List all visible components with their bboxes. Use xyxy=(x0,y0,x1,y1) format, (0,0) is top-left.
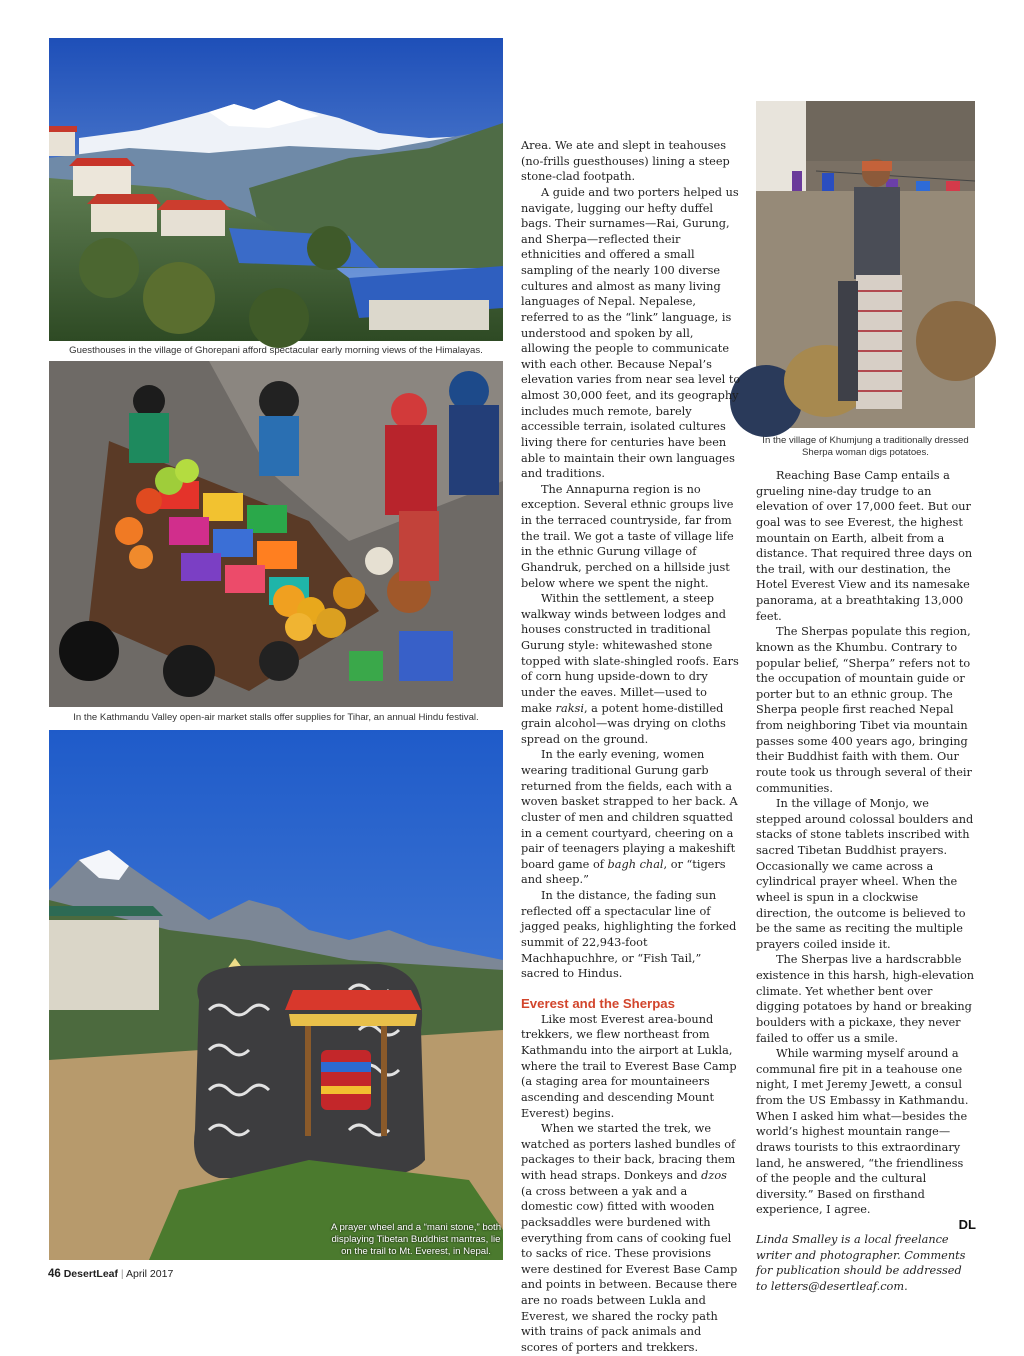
himalaya-guesthouses-photo xyxy=(49,38,503,341)
paragraph: The Sherpas live a hardscrabble existence in this harsh, high-elevation climate. Yet whether bent over digging potatoes by hand or breaking boulders with a pickaxe, they never failed to offer us a smile. xyxy=(756,953,975,1045)
paragraph: In the distance, the fading sun reflected off a spectacular line of jagged peaks, highlighting the forked summit of 22,943-foot Machhapuchhre, or “Fish Tail,” sacred to Hindus. xyxy=(521,889,737,981)
paragraph: In the village of Monjo, we stepped around colossal boulders and stacks of stone tablets inscribed with sacred Tibetan Buddhist prayers. Occasionally we came across a cylindrical prayer wheel. When the wheel is spun in a clockwise direction, the outcome is believed to be the same as reciting the multiple prayers coiled inside it. xyxy=(756,797,974,951)
page-footer xyxy=(48,1268,173,1280)
ghorepani-caption: Guesthouses in the village of Ghorepani afford spectacular early morning views of the Himalayas. xyxy=(69,345,483,356)
prayer-wheel-caption: A prayer wheel and a “mani stone,” both displaying Tibetan Buddhist mantras, lie on the trail to Mt. Everest, in Nepal. xyxy=(330,1222,502,1257)
article-column-1 xyxy=(521,138,741,1356)
footer-separator: | xyxy=(120,1268,124,1280)
italic-term: bagh chal xyxy=(607,857,664,871)
paragraph: Area. We ate and slept in teahouses (no-frills guesthouses) lining a steep stone-clad footpath. xyxy=(521,139,730,184)
text: (a cross between a yak and a domestic cow) fitted with wooden packsaddles were burdened with everything from cans of cooking fuel to sacks of rice. These provisions were destined for Everest Base Camp and points in between. Because there are no roads between Lukla and Everest, we shared the rocky path with trains of pack animals and scores of porters and trekkers. xyxy=(521,1184,738,1354)
text: Within the settlement, a steep walkway winds between lodges and houses constructed in traditional Gurung style: whitewashed stone topped with slate-shingled roofs. Ears of corn hung upside-down to dry under the eaves. Millet—used to make xyxy=(521,592,739,715)
end-mark: DL xyxy=(958,1217,976,1232)
paragraph xyxy=(521,747,741,888)
sherpa-woman-photo xyxy=(756,101,975,428)
magazine-name: DesertLeaf xyxy=(63,1268,118,1280)
paragraph: While warming myself around a communal fire pit in a teahouse one night, I met Jeremy Jewett, a consul from the US Embassy in Kathmandu. When I asked him what—besides the world’s highest mountain range—draws tourists to this extraordinary land, he answered, “the friendliness of the people and the cultural diversity.” Based on firsthand experience, I agree. xyxy=(756,1047,969,1217)
paragraph xyxy=(521,591,741,747)
prayer-wheel-mani-stone-photo xyxy=(49,730,503,1260)
text: , a potent home-distilled grain alcohol—was drying on cloths spread on the ground. xyxy=(521,701,726,746)
open-air-market-photo xyxy=(49,361,503,707)
paragraph: A guide and two porters helped us navigate, lugging our hefty duffel bags. Their surnames—Rai, Gurung, and Sherpa—reflected their ethnicities and offered a small sampling of the nearly 100 diverse cultures and almost as many living languages of Nepal. Nepalese, referred to as the “link” language, is understood and spoken by all, allowing the people to communicate with each other. Because Nepal’s elevation varies from near sea level to almost 30,000 feet, and its geography includes much remote, barely accessible terrain, isolated cultures living there for centuries have been able to maintain their own languages and traditions. xyxy=(521,185,741,481)
italic-term: dzos xyxy=(701,1169,727,1182)
text: In the early evening, women wearing traditional Gurung garb returned from the fields, each with a woven basket strapped to her back. A cluster of men and children squatted in a cement courtyard, cheering on a pair of teenagers playing a makeshift board game of xyxy=(521,748,738,871)
paragraph: Like most Everest area-bound trekkers, we flew northeast from Kathmandu into the airport at Lukla, where the trail to Everest Base Camp (a staging area for mountaineers ascending and descending Mount Everest) begins. xyxy=(521,1012,737,1120)
author-byline: Linda Smalley is a local freelance writer and photographer. Comments for publication should be addressed to letters@desertleaf.com. xyxy=(756,1233,966,1293)
paragraph: Reaching Base Camp entails a grueling nine-day trudge to an elevation of over 17,000 feet. But our goal was to see Everest, the highest mountain on Earth, albeit from a distance. That required three days on the trail, with our destination, the Hotel Everest View and its namesake panorama, at a breathtaking 13,000 feet. xyxy=(756,469,973,623)
text: , or “tigers and sheep.” xyxy=(521,857,726,887)
page-number: 46 xyxy=(48,1268,61,1280)
paragraph: The Annapurna region is no exception. Several ethnic groups live in the terraced countryside, far from the trail. We got a taste of village life in the ethnic Gurung village of Ghandruk, perched on a hillside just below where we spent the night. xyxy=(521,482,734,590)
paragraph xyxy=(521,1121,741,1355)
issue-date: April 2017 xyxy=(126,1268,174,1280)
sherpa-woman-caption: In the village of Khumjung a traditionally dressed Sherpa woman digs potatoes. xyxy=(762,435,969,458)
text: When we started the trek, we watched as porters lashed bundles of packages to their back, bracing them with head straps. Donkeys and xyxy=(521,1122,736,1182)
italic-term: raksi xyxy=(555,701,584,715)
article-column-2 xyxy=(756,468,976,1295)
market-caption: In the Kathmandu Valley open-air market stalls offer supplies for Tihar, an annual Hindu festival. xyxy=(73,712,479,723)
paragraph: The Sherpas populate this region, known as the Khumbu. Contrary to popular belief, “Sherpa” refers not to the occupation of mountain guide or porter but to an ethnic group. The Sherpa people first reached Nepal from neighboring Tibet via mountain passes some 400 years ago, bringing their Buddhist faith with them. Our route took us through several of their communities. xyxy=(756,625,972,795)
section-heading: Everest and the Sherpas xyxy=(521,995,675,1011)
